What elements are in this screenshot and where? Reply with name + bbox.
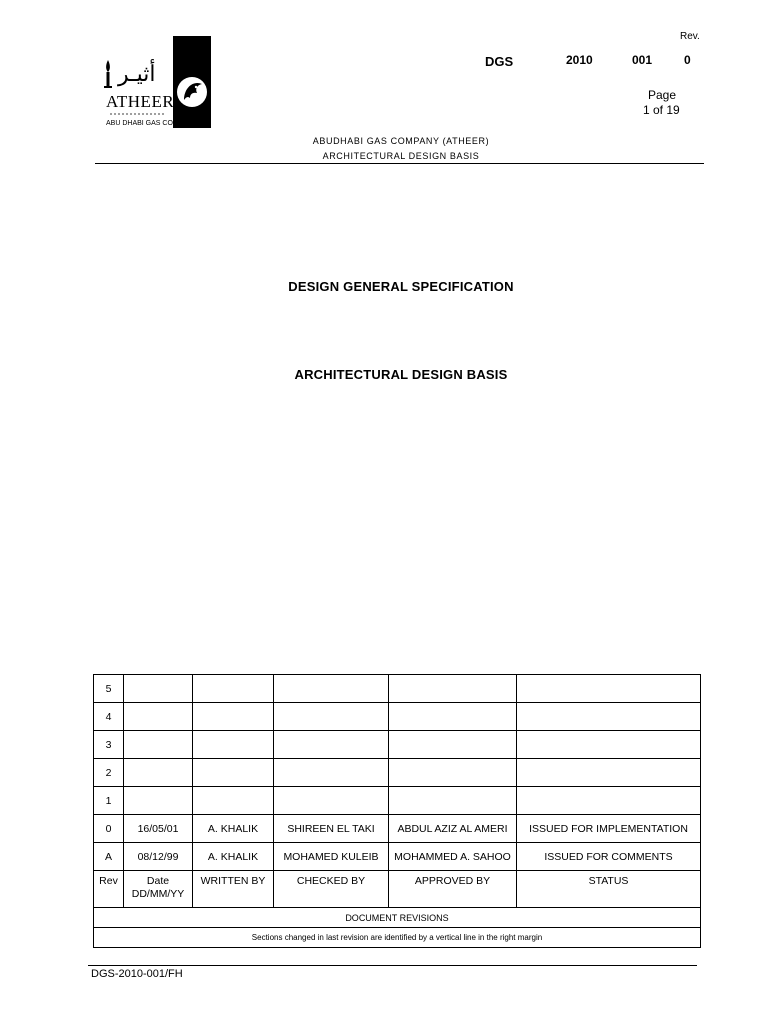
document-subtitle: ARCHITECTURAL DESIGN BASIS	[294, 367, 508, 382]
revision-row	[94, 731, 701, 759]
revision-row	[94, 703, 701, 731]
revision-row	[94, 675, 701, 703]
date-col-label: Date	[146, 875, 170, 887]
revision-cell-checked-by: SHIREEN EL TAKI	[274, 815, 389, 843]
revision-cell-written-by	[193, 703, 274, 731]
subject-line: ARCHITECTURAL DESIGN BASIS	[322, 151, 480, 161]
revision-cell-written-by: A. KHALIK	[193, 843, 274, 871]
logo-name-text: ATHEER	[106, 92, 175, 111]
document-title: DESIGN GENERAL SPECIFICATION	[288, 279, 514, 294]
revision-cell-rev: 1	[94, 787, 124, 815]
revision-row	[94, 759, 701, 787]
revision-cell-written-by	[193, 731, 274, 759]
logo-subtitle-text: ABU DHABI GAS COMPANY	[106, 120, 198, 127]
revision-cell-written-by: A. KHALIK	[193, 815, 274, 843]
revision-cell-written-by	[193, 675, 274, 703]
revision-cell-status	[517, 731, 701, 759]
revision-cell-checked-by	[274, 759, 389, 787]
revision-cell-rev: 0	[94, 815, 124, 843]
approved-col-header: APPROVED BY	[389, 871, 517, 908]
revision-cell-status: ISSUED FOR IMPLEMENTATION	[517, 815, 701, 843]
revision-row	[94, 815, 701, 843]
header-divider	[95, 163, 704, 164]
revision-cell-approved-by	[389, 759, 517, 787]
rev-label: Rev.	[680, 31, 700, 42]
written-col-header: WRITTEN BY	[193, 871, 274, 908]
revision-cell-approved-by: ABDUL AZIZ AL AMERI	[389, 815, 517, 843]
doc-year: 2010	[566, 53, 593, 67]
revision-cell-date	[124, 731, 193, 759]
revision-cell-rev: 2	[94, 759, 124, 787]
revision-cell-approved-by	[389, 787, 517, 815]
revision-cell-approved-by: MOHAMMED A. SAHOO	[389, 843, 517, 871]
rev-value: 0	[684, 53, 691, 67]
revision-cell-status	[517, 759, 701, 787]
revision-cell-checked-by	[274, 787, 389, 815]
revision-caption: DOCUMENT REVISIONS	[94, 908, 701, 928]
revision-cell-approved-by	[389, 675, 517, 703]
revision-cell-status	[517, 675, 701, 703]
revision-cell-status: ISSUED FOR COMMENTS	[517, 843, 701, 871]
revision-cell-written-by	[193, 787, 274, 815]
doc-number: 001	[632, 53, 653, 67]
doc-code: DGS	[485, 54, 514, 69]
footer-code: DGS-2010-001/FH	[91, 968, 183, 980]
falcon-emblem-icon	[177, 77, 207, 107]
revision-cell-date	[124, 759, 193, 787]
revision-cell-rev: 4	[94, 703, 124, 731]
date-format-label: DD/MM/YY	[131, 888, 185, 900]
revision-cell-date	[124, 675, 193, 703]
revision-rows	[94, 675, 701, 871]
revision-cell-approved-by	[389, 703, 517, 731]
revision-cell-date: 08/12/99	[124, 843, 193, 871]
revision-cell-rev: 3	[94, 731, 124, 759]
revision-cell-checked-by	[274, 703, 389, 731]
atheer-logo-graphic	[98, 34, 218, 134]
company-logo	[98, 34, 218, 134]
revision-cell-date	[124, 787, 193, 815]
revision-cell-checked-by: MOHAMED KULEIB	[274, 843, 389, 871]
revision-note: Sections changed in last revision are identified by a vertical line in the right margin	[94, 928, 701, 948]
revision-cell-rev: 5	[94, 675, 124, 703]
status-col-header: STATUS	[517, 871, 701, 908]
revision-row	[94, 787, 701, 815]
rev-col-header: Rev	[94, 871, 124, 908]
company-line: ABUDHABI GAS COMPANY (ATHEER)	[312, 136, 490, 146]
checked-col-header: CHECKED BY	[274, 871, 389, 908]
page-count: 1 of 19	[643, 103, 680, 117]
page-label: Page	[648, 88, 677, 102]
footer-divider	[88, 965, 697, 966]
date-col-header	[124, 871, 193, 908]
logo-arabic-text: أثيـر	[118, 62, 156, 87]
revision-caption-row	[94, 908, 701, 928]
revision-row	[94, 843, 701, 871]
revision-cell-date: 16/05/01	[124, 815, 193, 843]
revision-table	[93, 674, 701, 948]
revision-cell-status	[517, 787, 701, 815]
revision-cell-status	[517, 703, 701, 731]
flame-icon	[104, 60, 112, 88]
revision-cell-approved-by	[389, 731, 517, 759]
revision-cell-checked-by	[274, 675, 389, 703]
revision-cell-written-by	[193, 759, 274, 787]
revision-cell-rev: A	[94, 843, 124, 871]
revision-cell-checked-by	[274, 731, 389, 759]
revision-note-row	[94, 928, 701, 948]
revision-header-row	[94, 871, 701, 908]
revision-cell-date	[124, 703, 193, 731]
